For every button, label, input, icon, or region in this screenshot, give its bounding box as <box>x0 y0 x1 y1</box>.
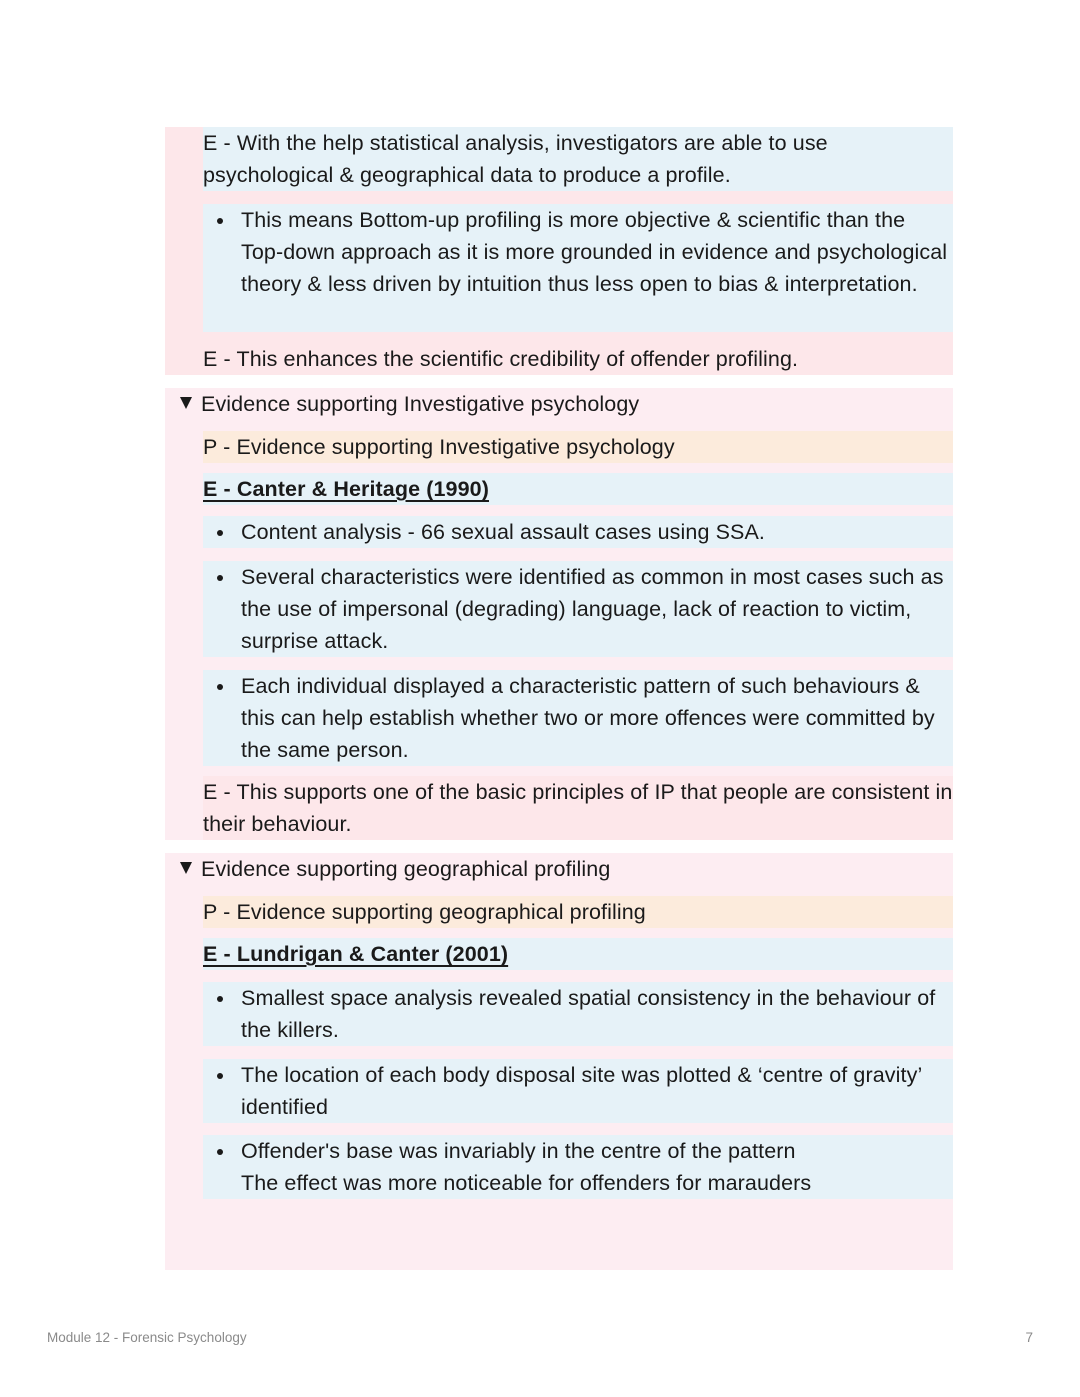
toggle-investigative-psychology[interactable] <box>180 388 950 420</box>
bullet-text: Smallest space analysis revealed spatial consistency in the behaviour of the killers. <box>241 986 936 1042</box>
bullet-icon <box>217 684 223 690</box>
bullet-text: Each individual displayed a characteristic pattern of such behaviours & this can help establish whether two or more offences were committed by the same person. <box>241 674 935 762</box>
bullet-text: Several characteristics were identified as common in most cases such as the use of impersonal (degrading) language, lack of reaction to victim, surprise attack. <box>241 565 944 653</box>
bullet-icon <box>217 575 223 581</box>
point-row <box>203 896 953 928</box>
bullet-icon <box>217 530 223 536</box>
bullet-item <box>203 516 953 548</box>
bullet-item <box>203 204 953 332</box>
bullet-icon <box>217 996 223 1002</box>
bullet-item <box>203 982 953 1046</box>
row-text: P - Evidence supporting Investigative psychology <box>203 435 675 459</box>
bullet-text: Offender's base was invariably in the centre of the pattern <box>241 1139 796 1163</box>
bullet-icon <box>217 1073 223 1079</box>
study-heading-row <box>203 938 953 970</box>
bullet-item <box>203 561 953 657</box>
bullet-icon <box>217 1149 223 1155</box>
row-text: E - With the help statistical analysis, investigators are able to use psychological & geographical data to produce a profile. <box>203 131 828 187</box>
row-text: E - This enhances the scientific credibility of offender profiling. <box>203 347 799 371</box>
toggle-triangle-icon[interactable] <box>180 862 192 874</box>
toggle-geographical-profiling[interactable] <box>180 853 950 885</box>
study-heading: E - Canter & Heritage (1990) <box>203 477 489 501</box>
study-heading-row <box>203 473 953 505</box>
bullet-text: Content analysis - 66 sexual assault cases using SSA. <box>241 520 765 544</box>
footer-module-title: Module 12 - Forensic Psychology <box>47 1330 247 1345</box>
toggle-label: Evidence supporting geographical profiling <box>201 857 611 881</box>
evaluation-row <box>203 776 953 840</box>
row-text: E - This supports one of the basic principles of IP that people are consistent in their behaviour. <box>203 780 953 836</box>
study-heading: E - Lundrigan & Canter (2001) <box>203 942 509 966</box>
bullet-text-line2: The effect was more noticeable for offenders for marauders <box>241 1171 812 1195</box>
bullet-text: This means Bottom-up profiling is more objective & scientific than the Top-down approach as it is more grounded in evidence and psychological theory & less driven by intuition thus less open to bias & interpretation. <box>241 208 948 296</box>
bullet-item <box>203 1135 953 1199</box>
bullet-icon <box>217 218 223 224</box>
evaluation-row <box>203 127 953 191</box>
point-row <box>203 431 953 463</box>
bullet-item <box>203 670 953 766</box>
toggle-label: Evidence supporting Investigative psychology <box>201 392 640 416</box>
bullet-text: The location of each body disposal site was plotted & ‘centre of gravity’ identified <box>241 1063 922 1119</box>
bullet-item <box>203 1059 953 1123</box>
evaluation-row <box>203 343 953 375</box>
toggle-triangle-icon[interactable] <box>180 397 192 409</box>
row-text: P - Evidence supporting geographical profiling <box>203 900 646 924</box>
page-number: 7 <box>1025 1330 1033 1345</box>
